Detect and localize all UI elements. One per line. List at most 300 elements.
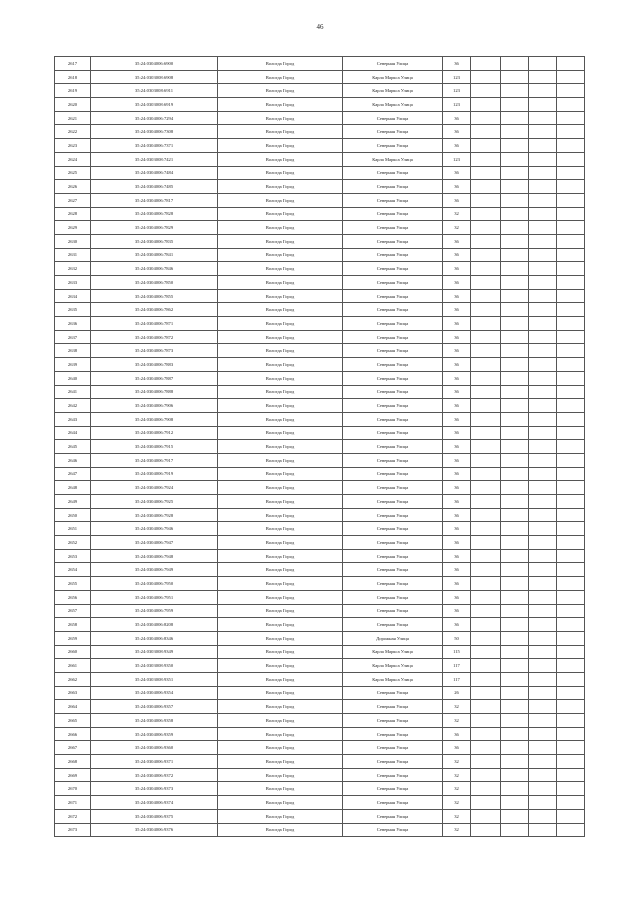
city-cell: Вологда Город [218,84,343,98]
empty-cell [501,631,529,645]
table-row [55,796,585,810]
empty-cell [501,289,529,303]
empty-cell [557,248,585,262]
empty-cell [501,467,529,481]
street-cell: Дорожная Улица [343,631,443,645]
street-cell: Северная Улица [343,234,443,248]
table-row [55,659,585,673]
empty-cell [557,453,585,467]
city-cell: Вологда Город [218,262,343,276]
street-cell: Северная Улица [343,755,443,769]
street-cell: Северная Улица [343,180,443,194]
table-row [55,399,585,413]
table-row [55,303,585,317]
cadastral-number-cell: 35:24:0304006:7817 [91,193,218,207]
table-row [55,823,585,837]
empty-cell [529,139,557,153]
row-number-cell: 2642 [55,399,91,413]
empty-cell [471,262,501,276]
city-cell: Вологда Город [218,303,343,317]
house-number-cell: 36 [443,125,471,139]
table-row [55,453,585,467]
empty-cell [529,440,557,454]
table-row [55,686,585,700]
house-number-cell: 123 [443,70,471,84]
house-number-cell: 36 [443,358,471,372]
table-row [55,467,585,481]
cadastral-number-cell: 35:24:0304006:7846 [91,262,218,276]
house-number-cell: 32 [443,207,471,221]
house-number-cell: 36 [443,508,471,522]
row-number-cell: 2665 [55,714,91,728]
empty-cell [501,248,529,262]
empty-cell [557,166,585,180]
empty-cell [471,659,501,673]
street-cell: Северная Улица [343,262,443,276]
empty-cell [557,111,585,125]
empty-cell [501,276,529,290]
empty-cell [529,823,557,837]
row-number-cell: 2657 [55,604,91,618]
table-row [55,385,585,399]
city-cell: Вологда Город [218,166,343,180]
table-row [55,508,585,522]
row-number-cell: 2664 [55,700,91,714]
empty-cell [471,412,501,426]
empty-cell [471,796,501,810]
row-number-cell: 2668 [55,755,91,769]
street-cell: Северная Улица [343,809,443,823]
cadastral-number-cell: 35:24:0304006:7835 [91,234,218,248]
row-number-cell: 2641 [55,385,91,399]
empty-cell [501,536,529,550]
table-row [55,727,585,741]
street-cell: Северная Улица [343,618,443,632]
row-number-cell: 2655 [55,577,91,591]
row-number-cell: 2620 [55,98,91,112]
empty-cell [501,563,529,577]
empty-cell [471,631,501,645]
city-cell: Вологда Город [218,426,343,440]
city-cell: Вологда Город [218,152,343,166]
street-cell: Северная Улица [343,796,443,810]
table-row [55,495,585,509]
empty-cell [557,522,585,536]
city-cell: Вологда Город [218,796,343,810]
street-cell: Северная Улица [343,563,443,577]
city-cell: Вологда Город [218,234,343,248]
street-cell: Карла Маркса Улица [343,659,443,673]
row-number-cell: 2633 [55,276,91,290]
house-number-cell: 36 [443,289,471,303]
cadastral-number-cell: 35:24:0304006:7959 [91,604,218,618]
cadastral-number-cell: 35:24:0304006:9357 [91,700,218,714]
empty-cell [471,672,501,686]
city-cell: Вологда Город [218,577,343,591]
empty-cell [471,303,501,317]
empty-cell [529,727,557,741]
empty-cell [557,289,585,303]
empty-cell [471,399,501,413]
street-cell: Северная Улица [343,385,443,399]
cadastral-number-cell: 35:24:0304006:7828 [91,207,218,221]
empty-cell [471,604,501,618]
row-number-cell: 2650 [55,508,91,522]
empty-cell [529,686,557,700]
empty-cell [529,152,557,166]
cadastral-number-cell: 35:24:0304006:7862 [91,303,218,317]
empty-cell [529,604,557,618]
empty-cell [529,276,557,290]
empty-cell [501,180,529,194]
empty-cell [557,508,585,522]
table-row [55,563,585,577]
empty-cell [501,727,529,741]
empty-cell [557,440,585,454]
empty-cell [471,234,501,248]
row-number-cell: 2654 [55,563,91,577]
city-cell: Вологда Город [218,645,343,659]
row-number-cell: 2661 [55,659,91,673]
empty-cell [501,111,529,125]
empty-cell [557,98,585,112]
table-row [55,522,585,536]
row-number-cell: 2618 [55,70,91,84]
empty-cell [529,796,557,810]
empty-cell [529,577,557,591]
city-cell: Вологда Город [218,467,343,481]
row-number-cell: 2619 [55,84,91,98]
empty-cell [557,563,585,577]
table-row [55,221,585,235]
street-cell: Северная Улица [343,193,443,207]
house-number-cell: 32 [443,714,471,728]
empty-cell [471,727,501,741]
city-cell: Вологда Город [218,672,343,686]
street-cell: Карла Маркса Улица [343,70,443,84]
city-cell: Вологда Город [218,221,343,235]
cadastral-number-cell: 35:24:0304006:7871 [91,317,218,331]
table-row [55,344,585,358]
cadastral-number-cell: 35:24:0304006:7947 [91,536,218,550]
empty-cell [471,426,501,440]
empty-cell [471,57,501,71]
table-row [55,755,585,769]
city-cell: Вологда Город [218,330,343,344]
empty-cell [501,303,529,317]
empty-cell [501,782,529,796]
city-cell: Вологда Город [218,590,343,604]
empty-cell [529,303,557,317]
row-number-cell: 2631 [55,248,91,262]
empty-cell [529,166,557,180]
empty-cell [471,276,501,290]
empty-cell [471,207,501,221]
registry-table [54,56,585,837]
table-row [55,549,585,563]
empty-cell [471,166,501,180]
house-number-cell: 36 [443,495,471,509]
city-cell: Вологда Город [218,317,343,331]
row-number-cell: 2648 [55,481,91,495]
house-number-cell: 26 [443,686,471,700]
row-number-cell: 2621 [55,111,91,125]
row-number-cell: 2629 [55,221,91,235]
empty-cell [471,289,501,303]
table-row [55,590,585,604]
city-cell: Вологда Город [218,358,343,372]
house-number-cell: 123 [443,84,471,98]
cadastral-number-cell: 35:24:0304006:9375 [91,809,218,823]
page-number: 46 [316,23,324,31]
empty-cell [557,659,585,673]
cadastral-number-cell: 35:24:0304006:7917 [91,453,218,467]
cadastral-number-cell: 35:24:0304006:7850 [91,276,218,290]
empty-cell [501,809,529,823]
empty-cell [557,672,585,686]
empty-cell [529,714,557,728]
empty-cell [501,645,529,659]
cadastral-number-cell: 35:24:0304006:7912 [91,426,218,440]
row-number-cell: 2647 [55,467,91,481]
cadastral-number-cell: 35:24:0303008:9349 [91,645,218,659]
row-number-cell: 2625 [55,166,91,180]
street-cell: Северная Улица [343,317,443,331]
empty-cell [501,317,529,331]
street-cell: Северная Улица [343,412,443,426]
empty-cell [471,180,501,194]
empty-cell [471,768,501,782]
cadastral-number-cell: 35:24:0304006:7887 [91,371,218,385]
empty-cell [529,590,557,604]
empty-cell [501,577,529,591]
city-cell: Вологда Город [218,440,343,454]
empty-cell [557,481,585,495]
table-row [55,125,585,139]
house-number-cell: 32 [443,755,471,769]
row-number-cell: 2645 [55,440,91,454]
house-number-cell: 36 [443,590,471,604]
empty-cell [529,385,557,399]
house-number-cell: 36 [443,453,471,467]
table-row [55,330,585,344]
empty-cell [501,166,529,180]
empty-cell [529,631,557,645]
house-number-cell: 115 [443,645,471,659]
empty-cell [501,412,529,426]
cadastral-number-cell: 35:24:0304006:7873 [91,344,218,358]
city-cell: Вологда Город [218,727,343,741]
empty-cell [529,248,557,262]
empty-cell [501,549,529,563]
empty-cell [529,84,557,98]
street-cell: Северная Улица [343,330,443,344]
empty-cell [529,741,557,755]
street-cell: Северная Улица [343,495,443,509]
cadastral-number-cell: 35:24:0304006:7919 [91,467,218,481]
table-row [55,700,585,714]
empty-cell [557,536,585,550]
table-row [55,111,585,125]
street-cell: Северная Улица [343,577,443,591]
table-row [55,672,585,686]
row-number-cell: 2617 [55,57,91,71]
table-row [55,276,585,290]
street-cell: Северная Улица [343,344,443,358]
street-cell: Северная Улица [343,467,443,481]
row-number-cell: 2624 [55,152,91,166]
empty-cell [471,111,501,125]
row-number-cell: 2643 [55,412,91,426]
empty-cell [471,522,501,536]
table-row [55,645,585,659]
empty-cell [557,139,585,153]
cadastral-number-cell: 35:24:0304006:9374 [91,796,218,810]
house-number-cell: 36 [443,549,471,563]
row-number-cell: 2652 [55,536,91,550]
city-cell: Вологда Город [218,70,343,84]
house-number-cell: 36 [443,344,471,358]
empty-cell [557,467,585,481]
city-cell: Вологда Город [218,193,343,207]
cadastral-number-cell: 35:24:0304006:7948 [91,549,218,563]
house-number-cell: 36 [443,577,471,591]
city-cell: Вологда Город [218,549,343,563]
house-number-cell: 36 [443,166,471,180]
house-number-cell: 32 [443,782,471,796]
house-number-cell: 36 [443,618,471,632]
empty-cell [501,481,529,495]
empty-cell [529,549,557,563]
table-row [55,84,585,98]
cadastral-number-cell: 35:24:0304006:7294 [91,111,218,125]
street-cell: Северная Улица [343,453,443,467]
empty-cell [557,385,585,399]
cadastral-number-cell: 35:24:0304006:7949 [91,563,218,577]
empty-cell [471,221,501,235]
city-cell: Вологда Город [218,111,343,125]
empty-cell [501,207,529,221]
table-row [55,618,585,632]
empty-cell [501,98,529,112]
street-cell: Карла Маркса Улица [343,152,443,166]
city-cell: Вологда Город [218,207,343,221]
empty-cell [501,686,529,700]
city-cell: Вологда Город [218,809,343,823]
empty-cell [529,193,557,207]
street-cell: Северная Улица [343,522,443,536]
cadastral-number-cell: 35:24:0304006:7951 [91,590,218,604]
empty-cell [529,234,557,248]
city-cell: Вологда Город [218,371,343,385]
street-cell: Северная Улица [343,426,443,440]
city-cell: Вологда Город [218,604,343,618]
empty-cell [557,714,585,728]
empty-cell [501,672,529,686]
street-cell: Северная Улица [343,207,443,221]
city-cell: Вологда Город [218,700,343,714]
empty-cell [529,659,557,673]
empty-cell [529,111,557,125]
table-row [55,371,585,385]
table-row [55,234,585,248]
street-cell: Северная Улица [343,358,443,372]
table-row [55,166,585,180]
empty-cell [501,714,529,728]
empty-cell [557,823,585,837]
cadastral-number-cell: 35:24:0304006:9372 [91,768,218,782]
empty-cell [471,358,501,372]
house-number-cell: 36 [443,426,471,440]
empty-cell [471,563,501,577]
empty-cell [557,604,585,618]
empty-cell [471,481,501,495]
house-number-cell: 32 [443,700,471,714]
street-cell: Северная Улица [343,399,443,413]
city-cell: Вологда Город [218,782,343,796]
empty-cell [529,809,557,823]
city-cell: Вологда Город [218,522,343,536]
empty-cell [529,768,557,782]
empty-cell [501,139,529,153]
table-row [55,180,585,194]
empty-cell [557,686,585,700]
row-number-cell: 2660 [55,645,91,659]
cadastral-number-cell: 35:24:0303008:6919 [91,98,218,112]
table-row [55,631,585,645]
house-number-cell: 36 [443,440,471,454]
cadastral-number-cell: 35:24:0304006:7308 [91,125,218,139]
city-cell: Вологда Город [218,248,343,262]
empty-cell [529,70,557,84]
empty-cell [471,590,501,604]
empty-cell [529,700,557,714]
empty-cell [501,508,529,522]
empty-cell [557,371,585,385]
empty-cell [471,317,501,331]
house-number-cell: 36 [443,741,471,755]
empty-cell [529,371,557,385]
table-row [55,139,585,153]
empty-cell [501,700,529,714]
empty-cell [529,358,557,372]
empty-cell [501,221,529,235]
table-row [55,440,585,454]
row-number-cell: 2634 [55,289,91,303]
row-number-cell: 2638 [55,344,91,358]
empty-cell [557,221,585,235]
empty-cell [471,385,501,399]
empty-cell [529,453,557,467]
empty-cell [529,426,557,440]
empty-cell [557,262,585,276]
empty-cell [529,536,557,550]
empty-cell [529,344,557,358]
cadastral-number-cell: 35:24:0304006:7950 [91,577,218,591]
empty-cell [557,330,585,344]
empty-cell [501,125,529,139]
table-body [55,57,585,837]
house-number-cell: 36 [443,412,471,426]
city-cell: Вологда Город [218,714,343,728]
empty-cell [557,344,585,358]
house-number-cell: 36 [443,563,471,577]
empty-cell [501,330,529,344]
empty-cell [471,755,501,769]
empty-cell [471,330,501,344]
empty-cell [557,645,585,659]
house-number-cell: 32 [443,221,471,235]
